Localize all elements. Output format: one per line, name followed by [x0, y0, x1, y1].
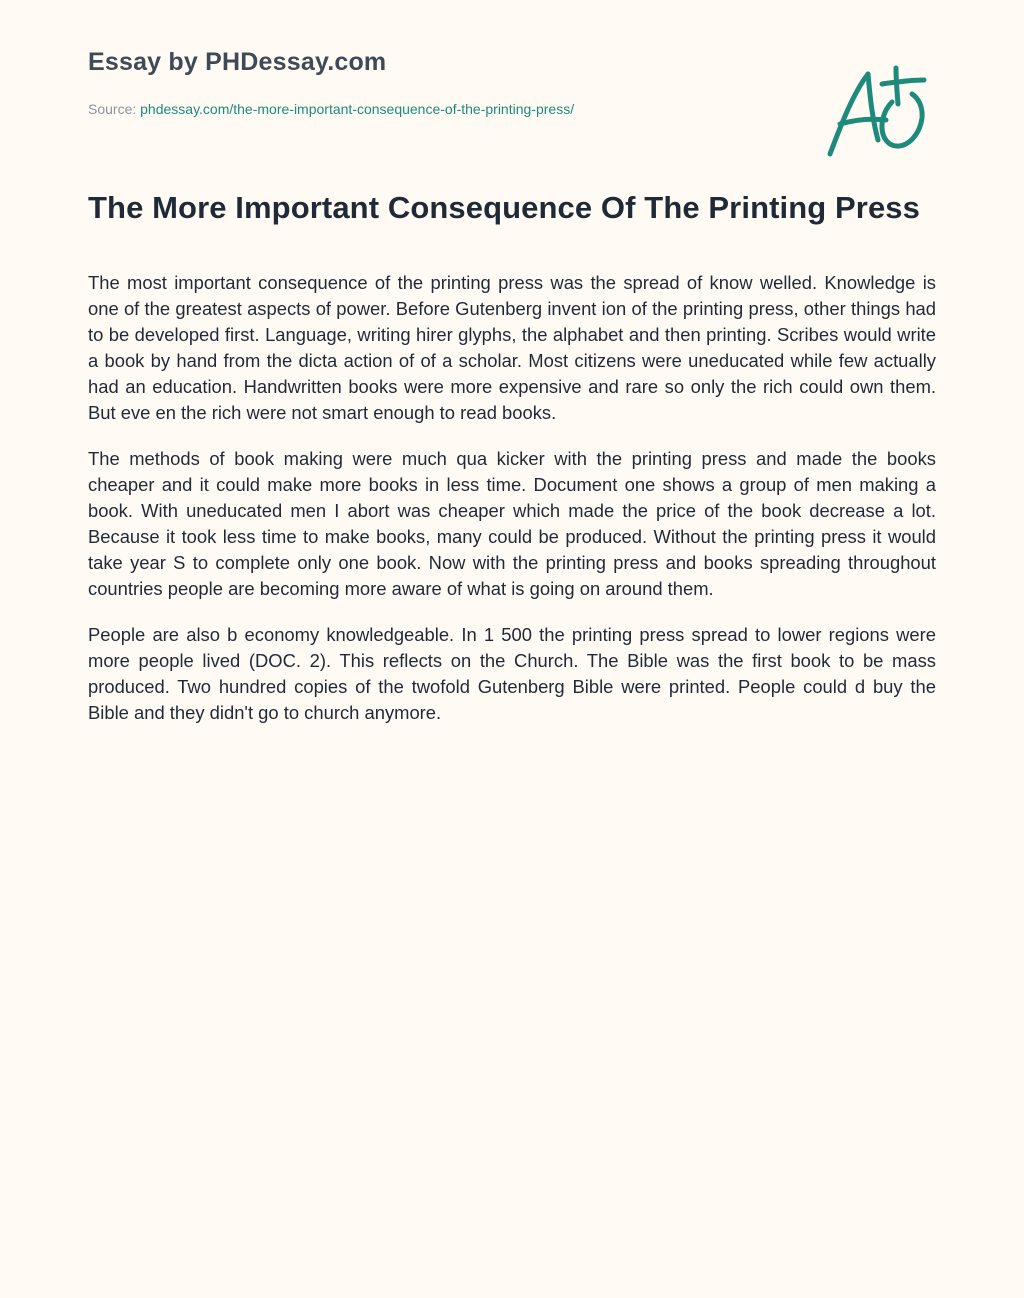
essay-title: The More Important Consequence Of The Printing Press — [88, 190, 920, 225]
essay-paragraph-2: The methods of book making were much qua kicker with the printing press and made the books cheaper and it could make more books in less time. Document one shows a group of men making a book. With uneducated men I abort was cheaper which made the price of the book decrease a lot. Because it took less time to make books, many could be produced. Without the printing press it would take year S to complete only one book. Now with the printing press and books spreading throughout countries people are becoming more aware of what is going on around them. — [88, 448, 936, 599]
source-link[interactable]: phdessay.com/the-more-important-consequence-of-the-printing-press/ — [140, 101, 575, 117]
source-label: Source: — [88, 101, 137, 117]
a-plus-grade-icon — [820, 62, 930, 162]
essay-paragraph-1: The most important consequence of the printing press was the spread of know welled. Knowledge is one of the greatest aspects of power. Before Gutenberg invent ion of the printing press, other things had to be developed first. Language, writing hirer glyphs, the alphabet and then printing. Scribes would write a book by hand from the dicta action of of a scholar. Most citizens were uneducated while few actually had an education. Handwritten books were more expensive and rare so only the rich could own them. But eve en the rich were not smart enough to read books. — [88, 272, 936, 423]
essay-body — [88, 270, 936, 746]
source-line — [88, 101, 788, 117]
page-header — [88, 48, 788, 117]
brand-title: Essay by PHDessay.com — [88, 48, 387, 76]
essay-paragraph-3: People are also b economy knowledgeable. In 1 500 the printing press spread to lower regions were more people lived (DOC. 2). This reflects on the Church. The Bible was the first book to be mass produced. Two hundred copies of the twofold Gutenberg Bible were printed. People could d buy the Bible and they didn't go to church anymore. — [88, 624, 936, 723]
